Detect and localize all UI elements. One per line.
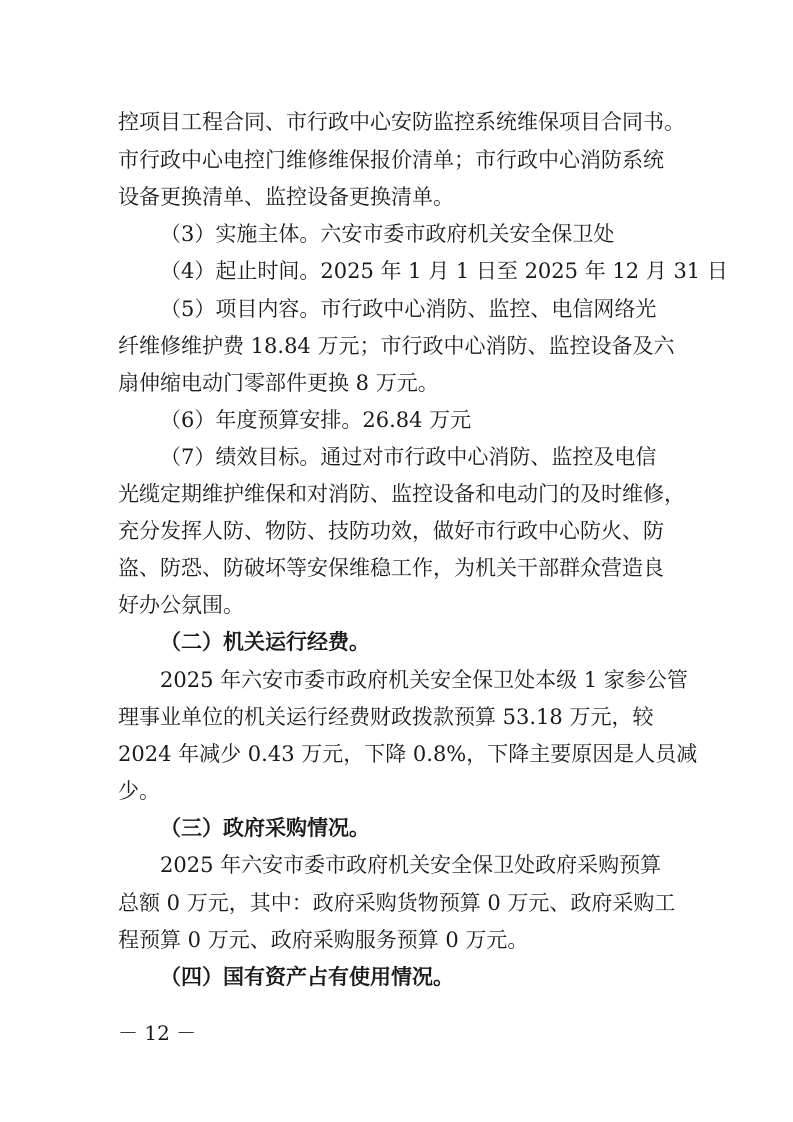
text-line-14: 好办公氛围。 bbox=[118, 593, 244, 617]
text-line-22: 总额 0 万元，其中：政府采购货物预算 0 万元、政府采购工 bbox=[118, 891, 676, 915]
section-heading-4: （四）国有资产占有使用情况。 bbox=[160, 964, 454, 989]
text-line-2: 市行政中心电控门维修维保报价清单；市行政中心消防系统 bbox=[118, 148, 664, 172]
text-line-10: （7）绩效目标。通过对市行政中心消防、监控及电信 bbox=[160, 445, 657, 469]
page-number: － 12 － bbox=[118, 1021, 197, 1045]
text-line-13: 盗、防恐、防破坏等安保维稳工作，为机关干部群众营造良 bbox=[118, 556, 664, 580]
text-line-5: （4）起止时间。2025 年 1 月 1 日至 2025 年 12 月 31 日 bbox=[160, 259, 728, 283]
text-line-1: 控项目工程合同、市行政中心安防监控系统维保项目合同书。 bbox=[118, 110, 685, 134]
text-line-9: （6）年度预算安排。26.84 万元 bbox=[160, 408, 472, 432]
text-line-3: 设备更换清单、监控设备更换清单。 bbox=[118, 185, 454, 209]
text-line-17: 理事业单位的机关运行经费财政拨款预算 53.18 万元，较 bbox=[118, 705, 654, 729]
text-line-7: 纤维修维护费 18.84 万元；市行政中心消防、监控设备及六 bbox=[118, 334, 675, 358]
text-line-19: 少。 bbox=[118, 779, 160, 803]
text-line-11: 光缆定期维护维保和对消防、监控设备和电动门的及时维修， bbox=[118, 482, 685, 506]
text-line-18: 2024 年减少 0.43 万元，下降 0.8%，下降主要原因是人员减 bbox=[118, 742, 698, 766]
text-line-8: 扇伸缩电动门零部件更换 8 万元。 bbox=[118, 371, 439, 395]
section-heading-2: （二）机关运行经费。 bbox=[160, 629, 370, 654]
text-line-4: （3）实施主体。六安市委市政府机关安全保卫处 bbox=[160, 222, 615, 246]
text-line-21: 2025 年六安市委市政府机关安全保卫处政府采购预算 bbox=[160, 853, 662, 877]
text-line-12: 充分发挥人防、物防、技防功效，做好市行政中心防火、防 bbox=[118, 519, 664, 543]
text-line-23: 程预算 0 万元、政府采购服务预算 0 万元。 bbox=[118, 928, 529, 952]
text-line-6: （5）项目内容。市行政中心消防、监控、电信网络光 bbox=[160, 297, 657, 321]
text-line-16: 2025 年六安市委市政府机关安全保卫处本级 1 家参公管 bbox=[160, 668, 688, 692]
section-heading-3: （三）政府采购情况。 bbox=[160, 815, 370, 840]
